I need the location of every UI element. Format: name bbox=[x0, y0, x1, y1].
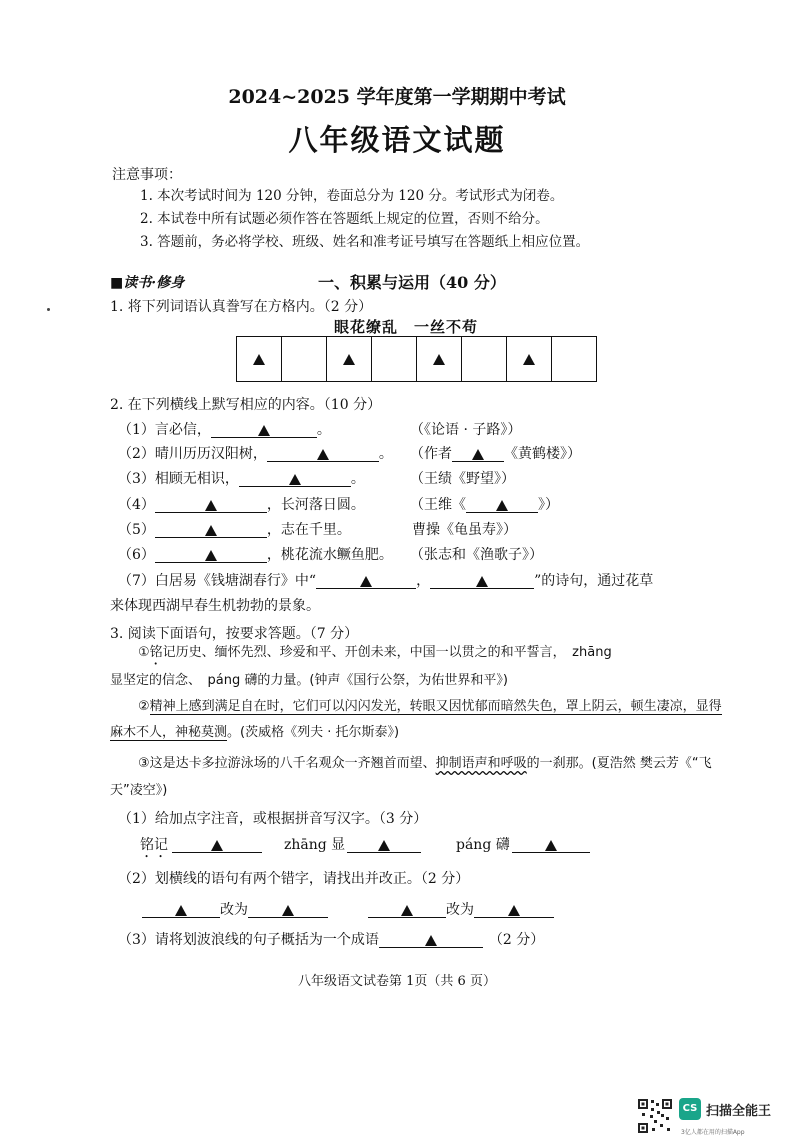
triangle-marker-icon bbox=[317, 449, 329, 460]
underlined-sentence: 精神上感到满足自在时，它们可以闪闪发光，转眼又因忧郁而暗然失色，罩上阴云，顿生凄凉，显得麻木不人，神秘莫测 bbox=[110, 699, 722, 740]
q3-prompt: 3. 阅读下面语句，按要求答题。（7 分） bbox=[110, 626, 359, 642]
triangle-marker-icon bbox=[253, 354, 265, 365]
answer-blank[interactable] bbox=[142, 903, 220, 918]
q3-passage-2 bbox=[110, 694, 722, 746]
line-text: ，长河落日圆。 bbox=[266, 497, 365, 513]
triangle-marker-icon bbox=[282, 905, 294, 916]
answer-blank[interactable] bbox=[267, 447, 379, 462]
triangle-marker-icon bbox=[258, 425, 270, 436]
line-text: ”的诗句，通过花草 bbox=[534, 573, 654, 589]
triangle-marker-icon bbox=[425, 935, 437, 946]
answer-blank[interactable] bbox=[248, 903, 328, 918]
line-text: （4） bbox=[118, 497, 155, 513]
q2-line-6 bbox=[118, 544, 393, 564]
q3-sub1: （1）给加点字注音，或根据拼音写汉字。（3 分） bbox=[118, 811, 428, 827]
answer-blank[interactable] bbox=[155, 523, 267, 538]
q3-sub1-item-c bbox=[456, 834, 590, 854]
q1-prompt: 1. 将下列词语认真誊写在方格内。（2 分） bbox=[110, 299, 373, 315]
note-item: 1. 本次考试时间为 120 分钟，卷面总分为 120 分。考试形式为闭卷。 bbox=[140, 188, 564, 204]
triangle-marker-icon bbox=[496, 500, 508, 511]
q3-passage-1 bbox=[110, 639, 722, 668]
answer-blank[interactable] bbox=[211, 423, 317, 438]
q2-line-5 bbox=[118, 519, 351, 539]
triangle-marker-icon bbox=[289, 474, 301, 485]
triangle-marker-icon bbox=[205, 500, 217, 511]
triangle-marker-icon bbox=[523, 354, 535, 365]
triangle-marker-icon bbox=[205, 525, 217, 536]
q2-line-7 bbox=[118, 570, 653, 590]
grid-cell[interactable] bbox=[417, 337, 462, 381]
q2-source-1: （《论语 · 子路》） bbox=[410, 422, 522, 438]
q3-sub2-pair-2 bbox=[368, 899, 554, 919]
answer-blank[interactable] bbox=[347, 838, 421, 853]
q2-line-1 bbox=[118, 419, 331, 439]
camscanner-tagline: 3亿人都在用的扫描App bbox=[681, 1129, 745, 1136]
q2-source-2 bbox=[410, 443, 581, 463]
sub3-text: （3）请将划波浪线的句子概括为一个成语 bbox=[118, 932, 379, 948]
line-text: 。 bbox=[378, 446, 393, 462]
answer-blank[interactable] bbox=[155, 498, 267, 513]
writing-grid bbox=[236, 336, 597, 382]
grid-cell[interactable] bbox=[372, 337, 417, 381]
answer-blank[interactable] bbox=[512, 838, 590, 853]
change-label: 改为 bbox=[220, 902, 248, 918]
note-item: 2. 本试卷中所有试题必须作答在答题纸上规定的位置，否则不给分。 bbox=[140, 211, 549, 227]
grid-cell[interactable] bbox=[552, 337, 596, 381]
camscanner-name: 扫描全能王 bbox=[706, 1104, 772, 1119]
triangle-marker-icon bbox=[211, 840, 223, 851]
wavy-underlined-phrase: 抑制语声和呼吸 bbox=[435, 756, 527, 771]
source-text: 《黄鹤楼》） bbox=[504, 446, 581, 462]
sub3-text: （2 分） bbox=[488, 932, 545, 948]
q2-prompt: 2. 在下列横线上默写相应的内容。（10 分） bbox=[110, 397, 382, 413]
triangle-marker-icon bbox=[508, 905, 520, 916]
line-text: （5） bbox=[118, 522, 155, 538]
q3-passage-1-cont: 显坚定的信念、 páng 礴的力量。(钟声《国行公祭，为佑世界和平》) bbox=[110, 673, 508, 688]
passage-text: ① bbox=[138, 645, 150, 660]
notes-heading: 注意事项： bbox=[112, 167, 182, 183]
q3-passage-3 bbox=[110, 750, 722, 804]
passage-text: ③这是达卡多拉游泳场的八千名观众一齐翘首而望、 bbox=[138, 756, 436, 771]
q2-line-7-cont: 来体现西湖早春生机勃勃的景象。 bbox=[110, 598, 320, 614]
answer-blank[interactable] bbox=[155, 548, 267, 563]
q3-sub3 bbox=[118, 929, 544, 949]
scan-speck bbox=[47, 308, 50, 311]
q3-sub2: （2）划横线的语句有两个错字，请找出并改正。（2 分） bbox=[118, 871, 470, 887]
qr-code-icon bbox=[637, 1098, 673, 1134]
note-item: 3. 答题前，务必将学校、班级、姓名和准考证号填写在答题纸上相应位置。 bbox=[140, 234, 590, 250]
q2-source-5: 曹操《龟虽寿》） bbox=[412, 522, 517, 538]
grid-cell[interactable] bbox=[237, 337, 282, 381]
q2-line-2 bbox=[118, 443, 393, 463]
source-text: （作者 bbox=[410, 446, 452, 462]
answer-blank[interactable] bbox=[368, 903, 446, 918]
q1-words: 眼花缭乱 一丝不苟 bbox=[334, 318, 479, 336]
passage-text: 的一刹那。(夏浩然 樊云芳《“飞天”凌空》) bbox=[110, 756, 712, 798]
line-text: ，志在千里。 bbox=[266, 522, 351, 538]
answer-blank[interactable] bbox=[172, 838, 262, 853]
line-text: （1）言必信， bbox=[118, 422, 211, 438]
passage-text: 。(茨威格《列夫 · 托尔斯泰》) bbox=[227, 725, 400, 740]
page-footer: 八年级语文试卷第 1页（共 6 页） bbox=[298, 974, 496, 989]
triangle-marker-icon bbox=[360, 576, 372, 587]
triangle-marker-icon bbox=[476, 576, 488, 587]
line-text: （3）相顾无相识， bbox=[118, 471, 239, 487]
triangle-marker-icon bbox=[472, 449, 484, 460]
line-text: ，桃花流水鳜鱼肥。 bbox=[266, 547, 393, 563]
triangle-marker-icon bbox=[545, 840, 557, 851]
q3-sub1-item-a bbox=[140, 834, 262, 861]
q3-sub2-pair-1 bbox=[142, 899, 328, 919]
line-text: 。 bbox=[350, 471, 365, 487]
triangle-marker-icon bbox=[343, 354, 355, 365]
answer-blank[interactable] bbox=[379, 933, 483, 948]
line-text: （2）晴川历历汉阳树， bbox=[118, 446, 267, 462]
item-text: páng 礴 bbox=[456, 837, 510, 853]
grid-cell[interactable] bbox=[507, 337, 552, 381]
triangle-marker-icon bbox=[205, 550, 217, 561]
grid-cell[interactable] bbox=[462, 337, 507, 381]
grid-cell[interactable] bbox=[282, 337, 327, 381]
triangle-marker-icon bbox=[175, 905, 187, 916]
exam-title: 2024~2025 学年度第一学期期中考试 bbox=[228, 86, 566, 108]
dotted-char: 铭 bbox=[149, 645, 163, 660]
answer-blank[interactable] bbox=[474, 903, 554, 918]
section-tag: ■读书·修身 bbox=[110, 275, 185, 291]
line-text: （6） bbox=[118, 547, 155, 563]
camscanner-logo-icon: CS bbox=[679, 1098, 701, 1120]
change-label: 改为 bbox=[446, 902, 474, 918]
line-text: 。 bbox=[316, 422, 331, 438]
answer-blank[interactable] bbox=[430, 574, 534, 589]
triangle-marker-icon bbox=[401, 905, 413, 916]
q2-source-4 bbox=[410, 494, 559, 514]
source-text: （王维《 bbox=[410, 497, 466, 513]
passage-text: ② bbox=[138, 699, 150, 714]
section-title: 一、积累与运用（40 分） bbox=[318, 273, 506, 292]
line-text: ， bbox=[416, 573, 431, 589]
item-text: 铭记 bbox=[140, 837, 168, 853]
q2-line-3 bbox=[118, 468, 365, 488]
line-text: （7）白居易《钱塘湖春行》中“ bbox=[118, 573, 317, 589]
answer-blank[interactable] bbox=[466, 498, 538, 513]
paper-title: 八年级语文试题 bbox=[288, 123, 506, 157]
q2-source-6: （张志和《渔歌子》） bbox=[410, 547, 543, 563]
triangle-marker-icon bbox=[378, 840, 390, 851]
answer-blank[interactable] bbox=[316, 574, 416, 589]
grid-cell[interactable] bbox=[327, 337, 372, 381]
q3-sub1-item-b bbox=[284, 834, 421, 854]
q2-source-3: （王绩《野望》） bbox=[410, 471, 515, 487]
q2-line-4 bbox=[118, 494, 365, 514]
triangle-marker-icon bbox=[433, 354, 445, 365]
passage-text: 记历史、缅怀先烈、珍爱和平、开创未来，中国一以贯之的和平誓言， zhāng bbox=[162, 645, 612, 660]
item-text: zhāng 显 bbox=[284, 837, 346, 853]
source-text: 》） bbox=[538, 497, 559, 513]
answer-blank[interactable] bbox=[239, 472, 351, 487]
answer-blank[interactable] bbox=[452, 447, 504, 462]
